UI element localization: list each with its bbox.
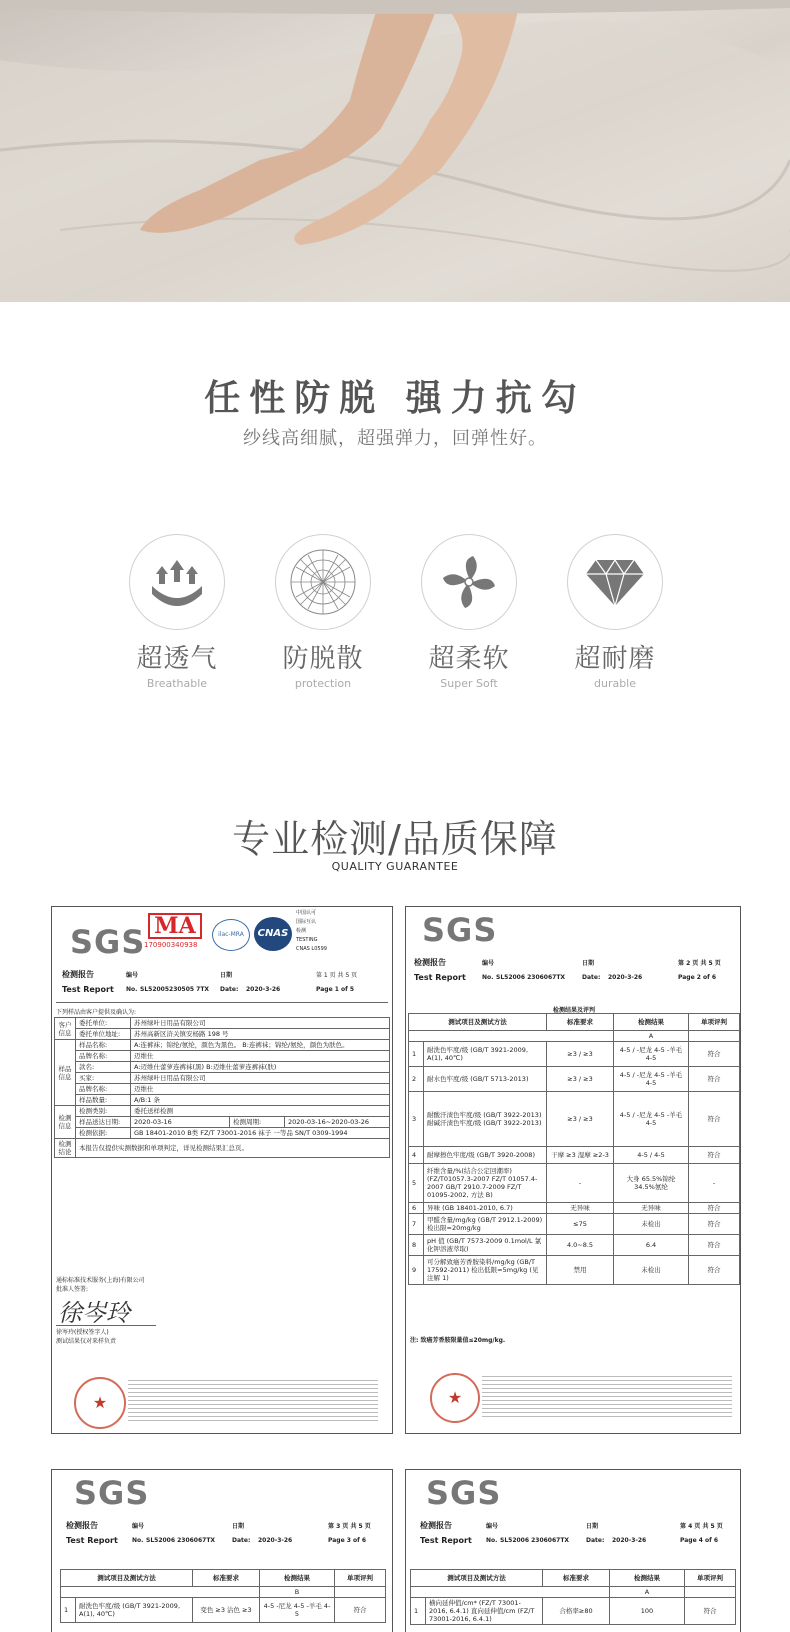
report-title-en: Test Report	[62, 985, 114, 994]
headline-subtitle: 纱线高细腻，超强弹力，回弹性好。	[243, 428, 547, 449]
feature-en: Super Soft	[440, 677, 498, 690]
report-number: SL52006 2306067TX	[496, 974, 566, 981]
report-title-cn: 检测报告	[420, 1521, 452, 1530]
fine-print	[482, 1373, 732, 1417]
footnote: 注: 致癌芳香胺限量值≤20mg/kg.	[410, 1337, 506, 1344]
field-value: 本报告仅提供实测数据和单项判定，详见检测结果汇总页。	[76, 1139, 390, 1158]
field-label: 买家:	[76, 1073, 131, 1084]
results-table	[60, 1569, 386, 1623]
page-en: Page 3 of 6	[328, 1537, 366, 1544]
report-title-en: Test Report	[414, 973, 466, 982]
sgs-logo: SGS	[74, 1474, 150, 1512]
no-label-cn: 编号	[132, 1523, 145, 1530]
report-date: 2020-3-26	[608, 974, 643, 981]
field-value: 2020-03-16~2020-03-26	[285, 1117, 390, 1128]
field-label: 样品数量:	[76, 1095, 131, 1106]
approver-label: 批准人签署:	[56, 1286, 89, 1293]
column-header: 标准要求	[193, 1570, 260, 1587]
field-label: 委托单位地址:	[76, 1029, 131, 1040]
report-date: 2020-3-26	[612, 1537, 647, 1544]
feature-protection	[268, 534, 378, 690]
divider	[56, 1002, 388, 1003]
sample-note: 下列样品由客户提供及确认为:	[56, 1009, 137, 1016]
no-label-cn: 编号	[482, 960, 495, 967]
headline-title: 任性防脱 强力抗勾	[204, 378, 586, 419]
report-title-en: Test Report	[66, 1536, 118, 1545]
field-label: 检测类别:	[76, 1106, 131, 1117]
page-en: Page 2 of 6	[678, 974, 716, 981]
cma-logo: MA	[148, 913, 202, 939]
field-value: A:连裤袜；锦纶/氨纶，颜色为黑色。 B:连裤袜；锦纶/氨纶，颜色为肤色。	[131, 1040, 390, 1051]
date-label-cn: 日期	[232, 1523, 245, 1530]
sgs-logo: SGS	[422, 911, 498, 949]
sample-label: B	[260, 1587, 335, 1598]
date-label: Date:	[586, 1537, 605, 1544]
field-label: 委托单位:	[76, 1018, 131, 1029]
feature-en: durable	[593, 677, 637, 690]
field-value: 苏州绿叶日用品有限公司	[131, 1018, 390, 1029]
page-cn: 第 4 页 共 5 页	[680, 1523, 723, 1530]
group-label: 样品信息	[55, 1040, 76, 1106]
table-row: 3 耐酸汗渍色牢度/级 (GB/T 3922-2013) 耐碱汗渍色牢度/级 (GB/T 3922-2013) ≥3 / ≥3 4-5 / -尼龙 4-5 -羊毛 4-5 符合	[409, 1092, 740, 1147]
no-label: No.	[482, 974, 494, 981]
date-label-cn: 日期	[582, 960, 595, 967]
page-cn: 第 2 页 共 5 页	[678, 960, 721, 967]
diamond-icon	[567, 534, 663, 630]
results-table	[408, 1013, 740, 1285]
column-header: 检测结果	[614, 1014, 689, 1031]
field-value: 苏州绿叶日用品有限公司	[131, 1073, 390, 1084]
column-header: 标准要求	[547, 1014, 614, 1031]
report-date: 2020-3-26	[246, 986, 281, 993]
sgs-seal: ★	[430, 1373, 480, 1423]
feature-cn: 超透气	[136, 644, 218, 674]
table-row: 8 pH 值 (GB/T 7573-2009 0.1mol/L 氯化钾溶液萃取) 4.0~8.5 6.4 符合	[409, 1235, 740, 1256]
date-label: Date:	[582, 974, 601, 981]
report-title-en: Test Report	[420, 1536, 472, 1545]
report-title-cn: 检测报告	[66, 1521, 98, 1530]
field-label: 检测周期:	[230, 1117, 285, 1128]
field-value: 迈维仕	[131, 1084, 390, 1095]
group-label: 客户信息	[55, 1018, 76, 1040]
no-label-cn: 编号	[126, 972, 139, 979]
page-en: Page 1 of 5	[316, 986, 354, 993]
field-value: 迈维仕	[131, 1051, 390, 1062]
report-title-cn: 检测报告	[414, 958, 446, 967]
signer-name: 徐岑玲(授权签字人)	[56, 1329, 109, 1336]
results-table	[410, 1569, 736, 1625]
signature: 徐岑玲	[58, 1299, 130, 1327]
table-row: 9 可分解致癌芳香胺染料/mg/kg (GB/T 17592-2011) 检出低限=5mg/kg (见注解 1) 禁用 未检出 符合	[409, 1256, 740, 1285]
report-number: SL52006 2306067TX	[500, 1537, 570, 1544]
table-row: 4 耐摩擦色牢度/级 (GB/T 3920-2008) 干摩 ≥3 湿摩 ≥2-3 4-5 / 4-5 符合	[409, 1147, 740, 1164]
no-label: No.	[486, 1537, 498, 1544]
validity-note: 测试结果仅对来样负责	[56, 1338, 117, 1345]
column-header: 单项评判	[335, 1570, 386, 1587]
feature-en: Breathable	[146, 677, 208, 690]
no-label: No.	[126, 986, 138, 993]
date-label: Date:	[232, 1537, 251, 1544]
page-cn: 第 3 页 共 5 页	[328, 1523, 371, 1530]
field-value: A/B:1 条	[131, 1095, 390, 1106]
column-header: 测试项目及测试方法	[409, 1014, 547, 1031]
divider	[56, 1325, 156, 1326]
sgs-seal: ★	[74, 1377, 126, 1429]
feature-cn: 防脱散	[282, 644, 364, 674]
report-number: SL52005230505 7TX	[140, 986, 210, 993]
field-label: 样品送达日期:	[76, 1117, 131, 1128]
table-row: 6 异味 (GB 18401-2010, 6.7) 无异味 无异味 符合	[409, 1203, 740, 1214]
cma-code: 170900340938	[144, 941, 198, 949]
table-row: 1 横向延伸值/cm* (FZ/T 73001-2016, 6.4.1) 直向延伸值/cm (FZ/T 73001-2016, 6.4.1) 合格率≥80 100 符合	[411, 1598, 736, 1625]
no-label-cn: 编号	[486, 1523, 499, 1530]
field-value: A:迈维仕蕾萝连裤袜(黑) B:迈维仕蕾萝连裤袜(肤)	[131, 1062, 390, 1073]
table-row: 5 纤维含量/%(结合公定回潮率) (FZ/T01057.3-2007 FZ/T 01057.4-2007 GB/T 2910.7-2009 FZ/T 01095-2002, 方法 B) - 大身 65.5%锦纶 34.5%氨纶 -	[409, 1164, 740, 1203]
field-label: 款名:	[76, 1062, 131, 1073]
report-info-table	[54, 1017, 390, 1158]
legs-on-bed-illustration	[0, 0, 790, 302]
field-label: 样品名称:	[76, 1040, 131, 1051]
field-label: 检测依据:	[76, 1128, 131, 1139]
cnas-note: 中国认可 国际互认 检测 TESTING CNAS L0599	[296, 910, 327, 952]
feature-cn: 超耐磨	[574, 644, 656, 674]
column-header: 检测结果	[260, 1570, 335, 1587]
page-cn: 第 1 页 共 5 页	[316, 972, 358, 979]
table-row: 1 耐洗色牢度/级 (GB/T 3921-2009, A(1), 40℃) 变色 ≥3 沾色 ≥3 4-5 -尼龙 4-5 -羊毛 4-5 符合	[61, 1598, 386, 1623]
feature-soft	[414, 534, 524, 690]
test-report-page-2	[405, 906, 741, 1434]
column-header: 单项评判	[685, 1570, 736, 1587]
mesh-ball-icon	[275, 534, 371, 630]
field-label: 品牌名称:	[76, 1051, 131, 1062]
column-header: 检测结果	[610, 1570, 685, 1587]
report-title-cn: 检测报告	[62, 970, 94, 979]
column-header: 单项评判	[689, 1014, 740, 1031]
breathable-icon	[129, 534, 225, 630]
column-header: 测试项目及测试方法	[61, 1570, 193, 1587]
group-label: 检测结论	[55, 1139, 76, 1158]
feature-durable	[560, 534, 670, 690]
table-row: 2 耐水色牢度/级 (GB/T 5713-2013) ≥3 / ≥3 4-5 / -尼龙 4-5 -羊毛 4-5 符合	[409, 1067, 740, 1092]
report-date: 2020-3-26	[258, 1537, 293, 1544]
date-label-cn: 日期	[220, 972, 233, 979]
date-label: Date:	[220, 986, 239, 993]
sample-label: A	[610, 1587, 685, 1598]
feature-breathable	[122, 534, 232, 690]
field-value: GB 18401-2010 B类 FZ/T 73001-2016 袜子 一等品 SN/T 0309-1994	[131, 1128, 390, 1139]
page-en: Page 4 of 6	[680, 1537, 718, 1544]
table-row: 1 耐洗色牢度/级 (GB/T 3921-2009, A(1), 40℃) ≥3 / ≥3 4-5 / -尼龙 4-5 -羊毛 4-5 符合	[409, 1042, 740, 1067]
feature-en: protection	[294, 677, 352, 690]
field-value: 2020-03-16	[131, 1117, 230, 1128]
group-label: 检测信息	[55, 1106, 76, 1139]
quality-subtitle: QUALITY GUARANTEE	[331, 860, 459, 873]
field-value: 苏州高新区浒关镇安杨路 198 号	[131, 1029, 390, 1040]
column-header: 标准要求	[543, 1570, 610, 1587]
cnas-logo: CNAS	[254, 917, 292, 951]
test-report-page-3	[51, 1469, 393, 1632]
report-number: SL52006 2306067TX	[146, 1537, 216, 1544]
no-label: No.	[132, 1537, 144, 1544]
sgs-logo: SGS	[70, 923, 146, 961]
test-report-page-1	[51, 906, 393, 1434]
field-value: 委托送样检测	[131, 1106, 390, 1117]
field-label: 品牌名称:	[76, 1084, 131, 1095]
column-header: 测试项目及测试方法	[411, 1570, 543, 1587]
date-label-cn: 日期	[586, 1523, 599, 1530]
fine-print	[128, 1377, 378, 1421]
ilac-mra-logo: ilac-MRA	[212, 919, 250, 951]
fan-icon	[421, 534, 517, 630]
hero-photo	[0, 0, 790, 302]
sgs-logo: SGS	[426, 1474, 502, 1512]
company-name: 通标标准技术服务(上海)有限公司	[56, 1277, 145, 1284]
table-row: 7 甲醛含量/mg/kg (GB/T 2912.1-2009) 检出限=20mg/kg ≤75 未检出 符合	[409, 1214, 740, 1235]
feature-cn: 超柔软	[428, 644, 510, 674]
quality-title: 专业检测/品质保障	[232, 817, 558, 861]
table-title: 检测结果及评判	[552, 1007, 595, 1014]
sample-label: A	[614, 1031, 689, 1042]
test-report-page-4	[405, 1469, 741, 1632]
